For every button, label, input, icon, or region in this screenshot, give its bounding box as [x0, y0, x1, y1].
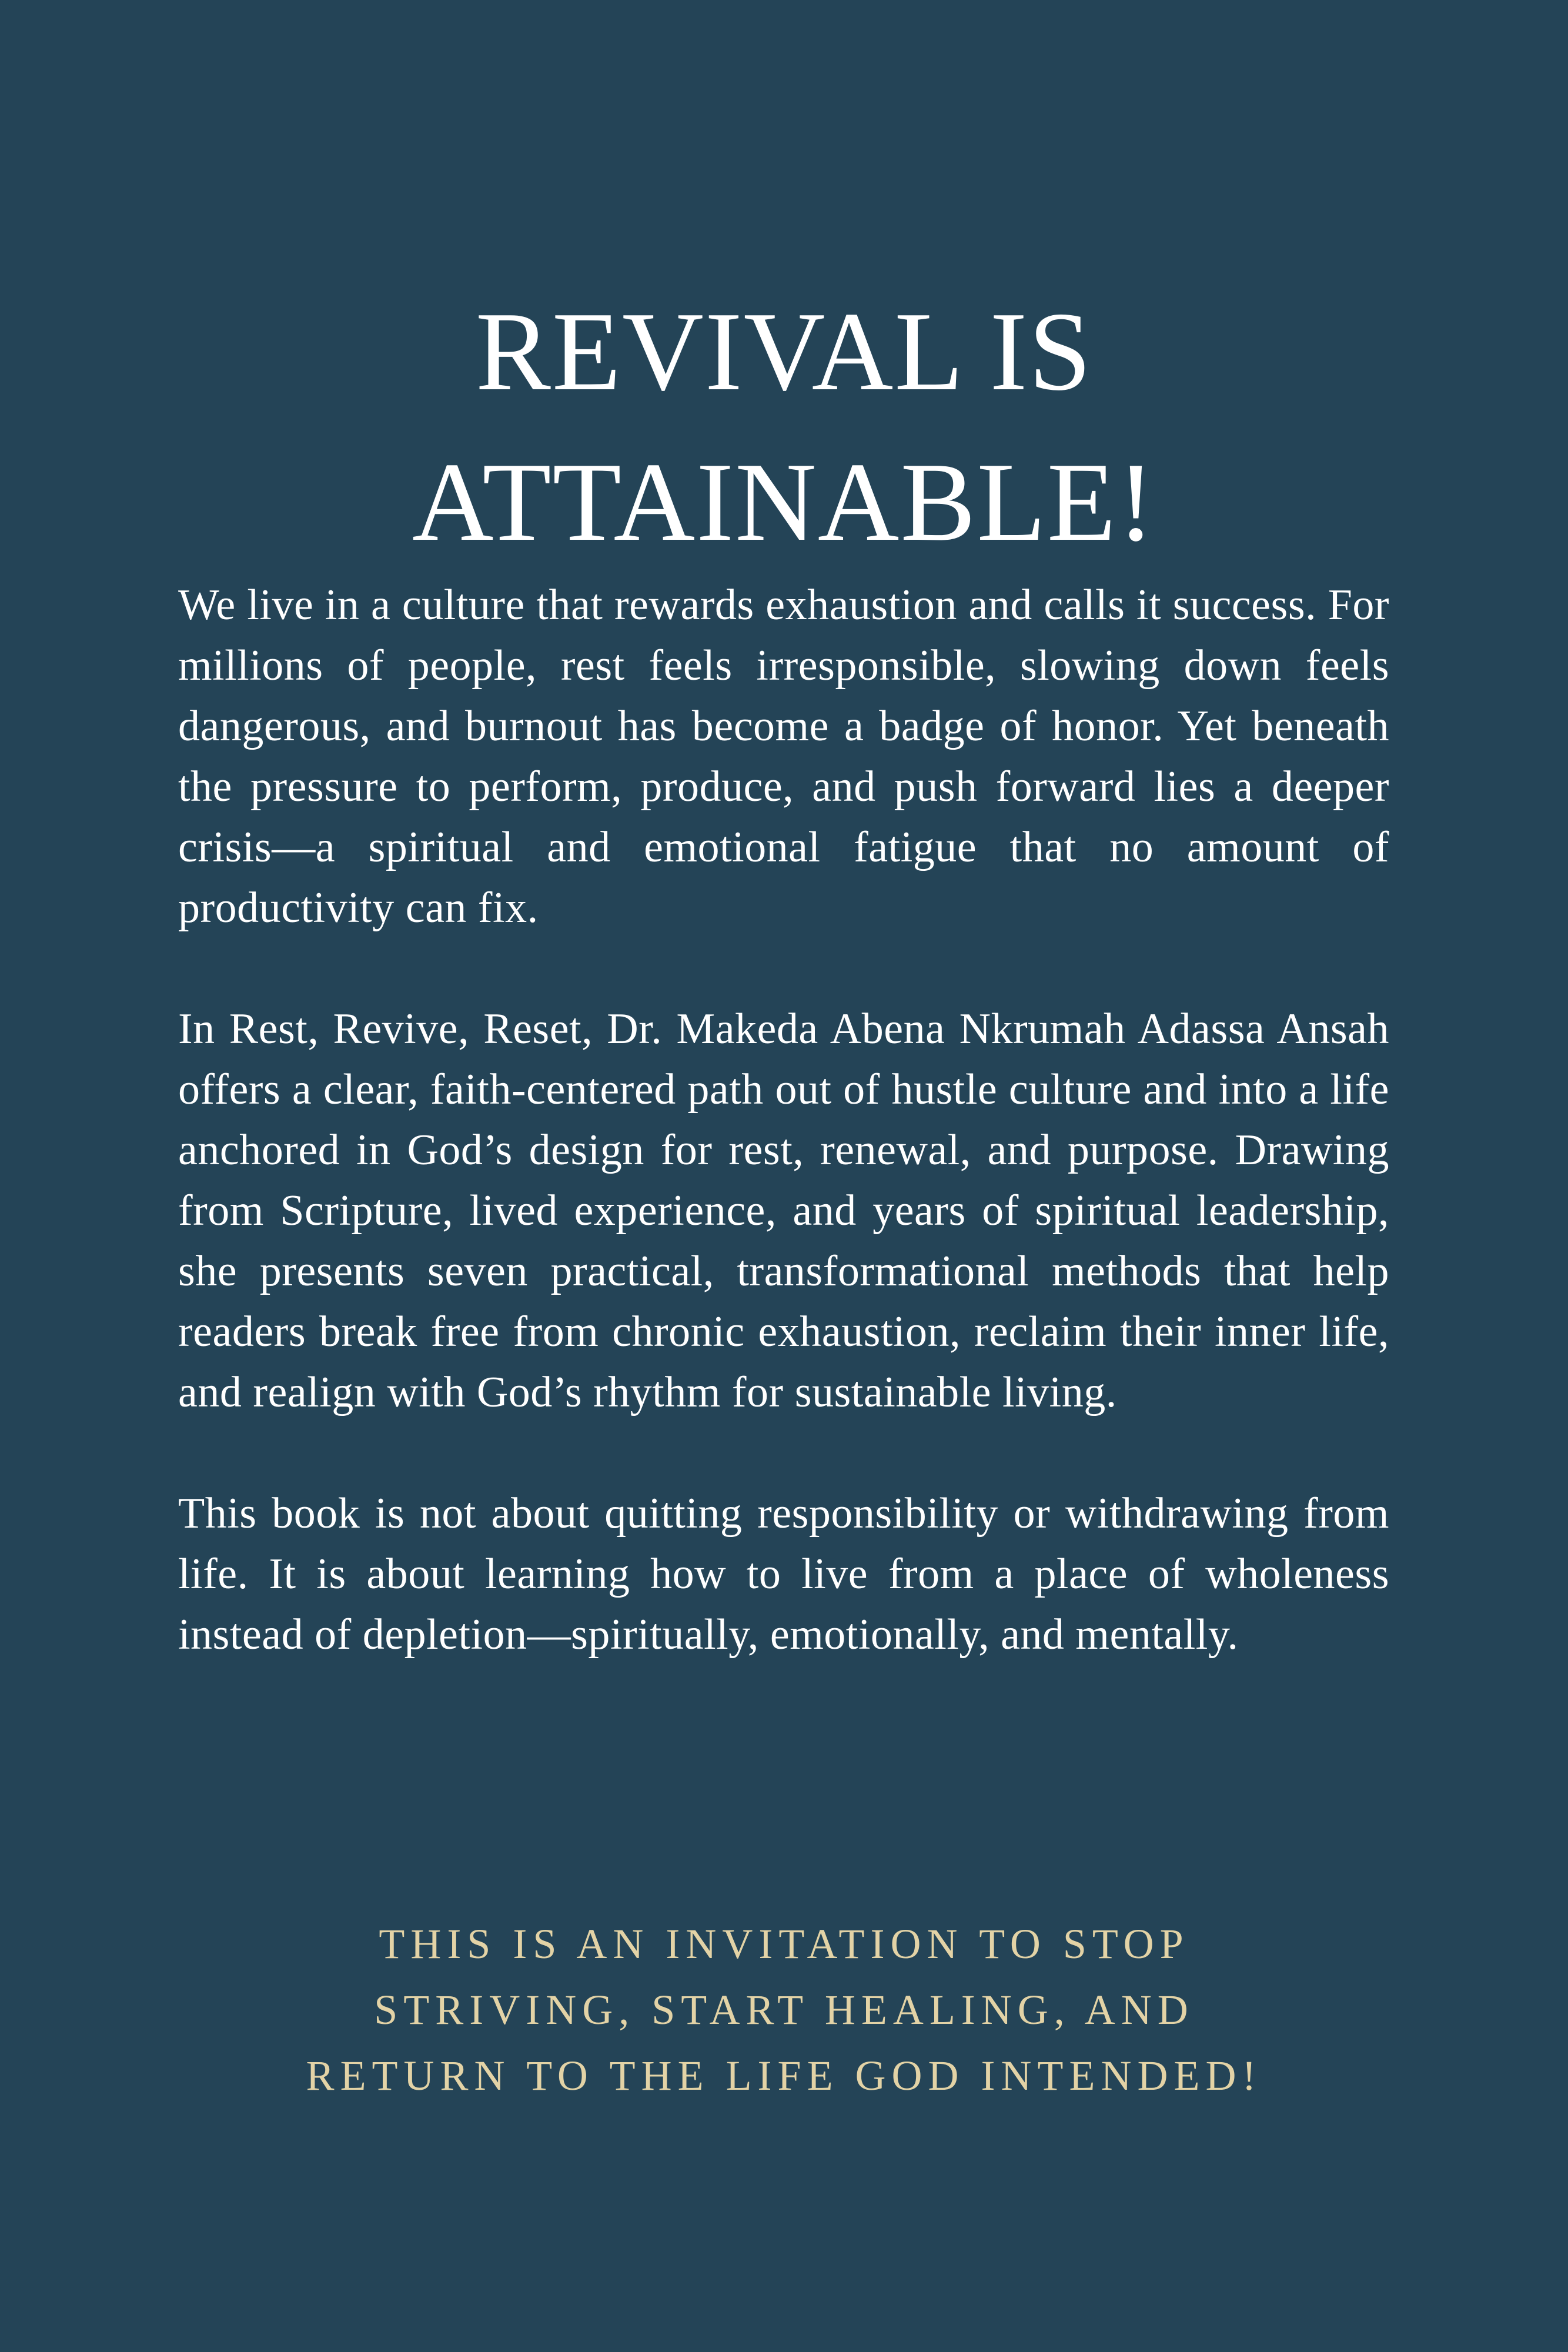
invitation-line-3: RETURN TO THE LIFE GOD INTENDED! [306, 2052, 1262, 2099]
invitation-tagline [0, 1911, 1568, 2109]
blurb-paragraph-2: In Rest, Revive, Reset, Dr. Makeda Abena Nkrumah Adassa Ansah offers a clear, faith-centered path out of hustle culture and into a life anchored in God’s design for rest, renewal, and purpose. Drawing from Scripture, lived experience, and years of spiritual leadership, she presents seven practical, transformational methods that help readers break free from chronic exhaustion, reclaim their inner life, and realign with God’s rhythm for sustainable living. [178, 1005, 1389, 1416]
cover-title [0, 276, 1568, 577]
cover-title-line-1: REVIVAL IS [475, 289, 1093, 414]
invitation-line-1: THIS IS AN INVITATION TO STOP [379, 1920, 1189, 1967]
blurb-paragraph-3: This book is not about quitting responsibility or withdrawing from life. It is about learning how to live from a place of wholeness instead of depletion—spiritually, emotionally, and mentally. [178, 1489, 1389, 1659]
blurb [178, 575, 1389, 1665]
cover-title-line-2: ATTAINABLE! [412, 439, 1156, 564]
blurb-paragraph-1: We live in a culture that rewards exhaustion and calls it success. For millions of people, rest feels irresponsible, slowing down feels dangerous, and burnout has become a badge of honor. Yet beneath the pressure to perform, produce, and push forward lies a deeper crisis—a spiritual and emotional fatigue that no amount of productivity can fix. [178, 581, 1389, 932]
invitation-line-2: STRIVING, START HEALING, AND [374, 1986, 1194, 2033]
